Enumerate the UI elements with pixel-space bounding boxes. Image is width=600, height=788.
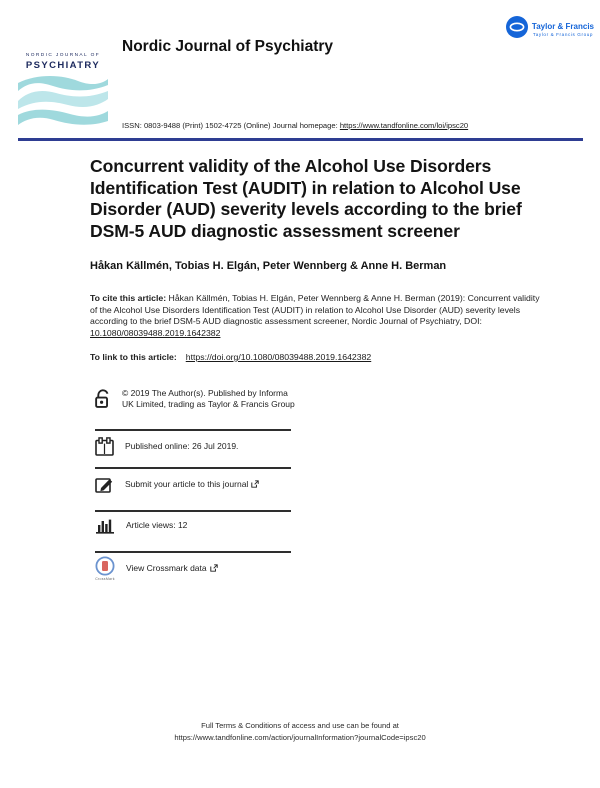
published-online-text: Published online: 26 Jul 2019.: [125, 441, 239, 452]
terms-text: Full Terms & Conditions of access and use can be found at: [201, 721, 399, 730]
article-authors: Håkan Källmén, Tobias H. Elgán, Peter Wennberg & Anne H. Berman: [90, 260, 447, 272]
divider: [95, 510, 291, 512]
open-access-icon: [95, 388, 111, 410]
submit-article-text[interactable]: [125, 479, 301, 491]
cover-title-large: PSYCHIATRY: [25, 60, 101, 71]
crossmark-icon: [95, 556, 115, 581]
bar-chart-icon: [95, 517, 115, 534]
cover-waves-graphic: [18, 69, 108, 136]
issn-text: ISSN: 0803-9488 (Print) 1502-4725 (Online) Journal homepage:: [122, 121, 340, 130]
divider: [95, 551, 291, 553]
crossmark-text[interactable]: [126, 563, 301, 575]
journal-name: Nordic Journal of Psychiatry: [122, 38, 334, 55]
external-link-icon: [210, 564, 218, 575]
journal-homepage-link[interactable]: https://www.tandfonline.com/loi/ipsc20: [339, 121, 469, 130]
citation-block: [90, 293, 542, 340]
article-views-item: [95, 517, 301, 534]
crossmark-label: View Crossmark data: [126, 562, 207, 573]
cover-title-small: NORDIC JOURNAL OF: [25, 53, 101, 58]
taylor-francis-logo: [506, 16, 594, 43]
article-views-text: Article views: 12: [126, 520, 188, 531]
cite-body: Håkan Källmén, Tobias H. Elgán, Peter Wennberg & Anne H. Berman (2019): Concurrent validity of the Alcohol Use Disorders Identification Test (AUDIT) in relation to Alcohol Use Disorder (AUD) severity levels according to the brief DSM-5 AUD diagnostic assessment screener, Nordic Journal of Psychiatry, DOI:: [90, 293, 540, 327]
brand-tagline: Taylor & Francis Group: [532, 32, 594, 37]
terms-url[interactable]: https://www.tandfonline.com/action/journalInformation?journalCode=ipsc20: [174, 733, 426, 742]
article-title: Concurrent validity of the Alcohol Use Disorders Identification Test (AUDIT) in relation to Alcohol Use Disorder (AUD) severity levels according to the brief DSM-5 AUD diagnostic assessment screener: [90, 156, 522, 241]
cite-label: To cite this article:: [90, 293, 167, 303]
journal-cover-thumbnail: [18, 44, 108, 136]
cite-doi-link[interactable]: 10.1080/08039488.2019.1642382: [90, 328, 221, 339]
submit-pencil-icon: [95, 476, 114, 494]
link-label: To link to this article:: [90, 352, 177, 362]
published-online-item: [95, 437, 301, 456]
license-text: © 2019 The Author(s). Published by Informa UK Limited, trading as Taylor & Francis Group: [122, 388, 295, 409]
header-rule: [18, 138, 583, 141]
issn-line: [122, 121, 468, 130]
crossmark-item[interactable]: [95, 556, 301, 581]
calendar-icon: [95, 437, 114, 456]
article-link-line: [90, 352, 371, 362]
doi-link[interactable]: https://doi.org/10.1080/08039488.2019.1642382: [185, 352, 372, 362]
terms-footer: [0, 720, 600, 744]
license-item: [95, 388, 301, 410]
submit-article-label: Submit your article to this journal: [125, 479, 249, 490]
divider: [95, 429, 291, 431]
crossmark-caption: CrossMark: [95, 577, 115, 581]
external-link-icon: [251, 480, 259, 491]
submit-article-item[interactable]: [95, 476, 301, 494]
taylor-francis-roundel-icon: [506, 16, 528, 43]
divider: [95, 467, 291, 469]
brand-name: Taylor & Francis: [531, 22, 594, 31]
